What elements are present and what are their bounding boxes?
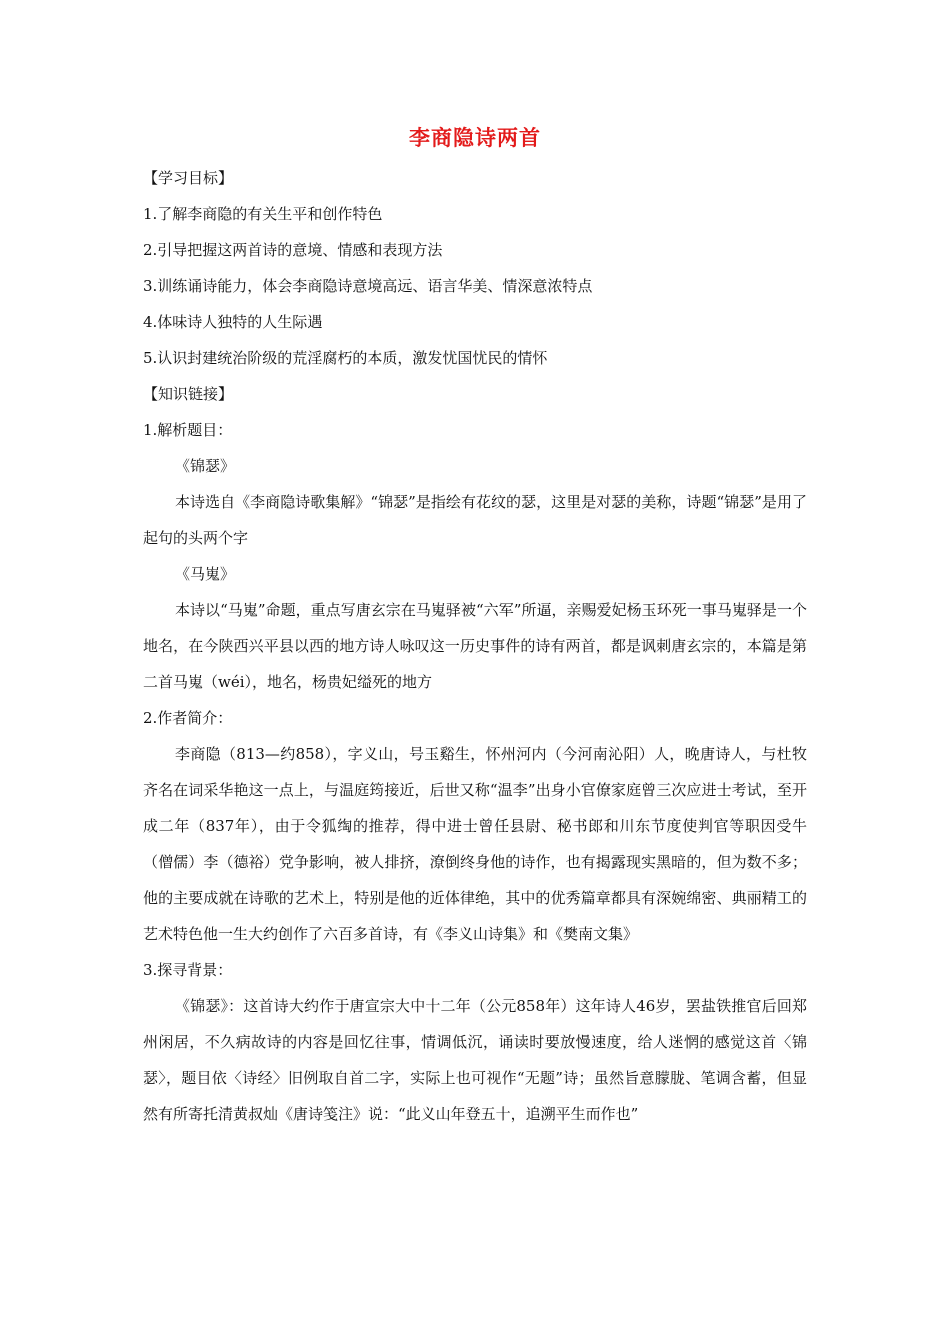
mawei-paragraph: 本诗以“马嵬”命题，重点写唐玄宗在马嵬驿被“六军”所逼，亲赐爱妃杨玉环死一事马嵬驿是一个地名，在今陕西兴平县以西的地方诗人咏叹这一历史事件的诗有两首，都是讽刺唐玄宗的，本篇是第二首马嵬（wéi），地名，杨贵妃缢死的地方 — [143, 601, 807, 691]
objective-item: 4.体味诗人独特的人生际遇 — [143, 313, 323, 331]
objective-item: 2.引导把握这两首诗的意境、情感和表现方法 — [143, 241, 443, 259]
mawei-title: 《马嵬》 — [175, 565, 236, 583]
objectives-header: 【学习目标】 — [143, 169, 234, 187]
jinse-title: 《锦瑟》 — [175, 457, 236, 475]
objective-item: 3.训练诵诗能力，体会李商隐诗意境高远、语言华美、情深意浓特点 — [143, 277, 593, 295]
page-title: 李商隐诗两首 — [409, 126, 541, 150]
title-analysis-header: 1.解析题目： — [143, 421, 233, 439]
jinse-paragraph: 本诗选自《李商隐诗歌集解》“锦瑟”是指绘有花纹的瑟，这里是对瑟的美称，诗题“锦瑟”是用了起句的头两个字 — [143, 493, 807, 547]
background-header: 3.探寻背景： — [143, 961, 233, 979]
document-body — [143, 160, 807, 1132]
knowledge-header: 【知识链接】 — [143, 385, 234, 403]
author-paragraph: 李商隐（813—约858），字义山，号玉谿生，怀州河内（今河南沁阳）人，晚唐诗人，与杜牧齐名在词采华艳这一点上，与温庭筠接近，后世又称“温李”出身小官僚家庭曾三次应进士考试，至开成二年（837年），由于令狐绹的推荐，得中进士曾任县尉、秘书郎和川东节度使判官等职因受牛（僧儒）李（德裕）党争影响，被人排挤，潦倒终身他的诗作，也有揭露现实黑暗的，但为数不多；他的主要成就在诗歌的艺术上，特别是他的近体律绝，其中的优秀篇章都具有深婉绵密、典丽精工的艺术特色他一生大约创作了六百多首诗，有《李义山诗集》和《樊南文集》 — [143, 745, 807, 943]
objective-item: 5.认识封建统治阶级的荒淫腐朽的本质，激发忧国忧民的情怀 — [143, 349, 548, 367]
author-header: 2.作者简介： — [143, 709, 233, 727]
objective-item: 1.了解李商隐的有关生平和创作特色 — [143, 205, 383, 223]
background-paragraph: 《锦瑟》：这首诗大约作于唐宣宗大中十二年（公元858年）这年诗人46岁，罢盐铁推官后回郑州闲居，不久病故诗的内容是回忆往事，情调低沉，诵读时要放慢速度，给人迷惘的感觉这首〈锦瑟〉，题目依〈诗经〉旧例取自首二字，实际上也可视作“无题”诗；虽然旨意朦胧、笔调含蓄，但显然有所寄托清黄叔灿《唐诗笺注》说：“此义山年登五十，追溯平生而作也” — [143, 997, 807, 1123]
